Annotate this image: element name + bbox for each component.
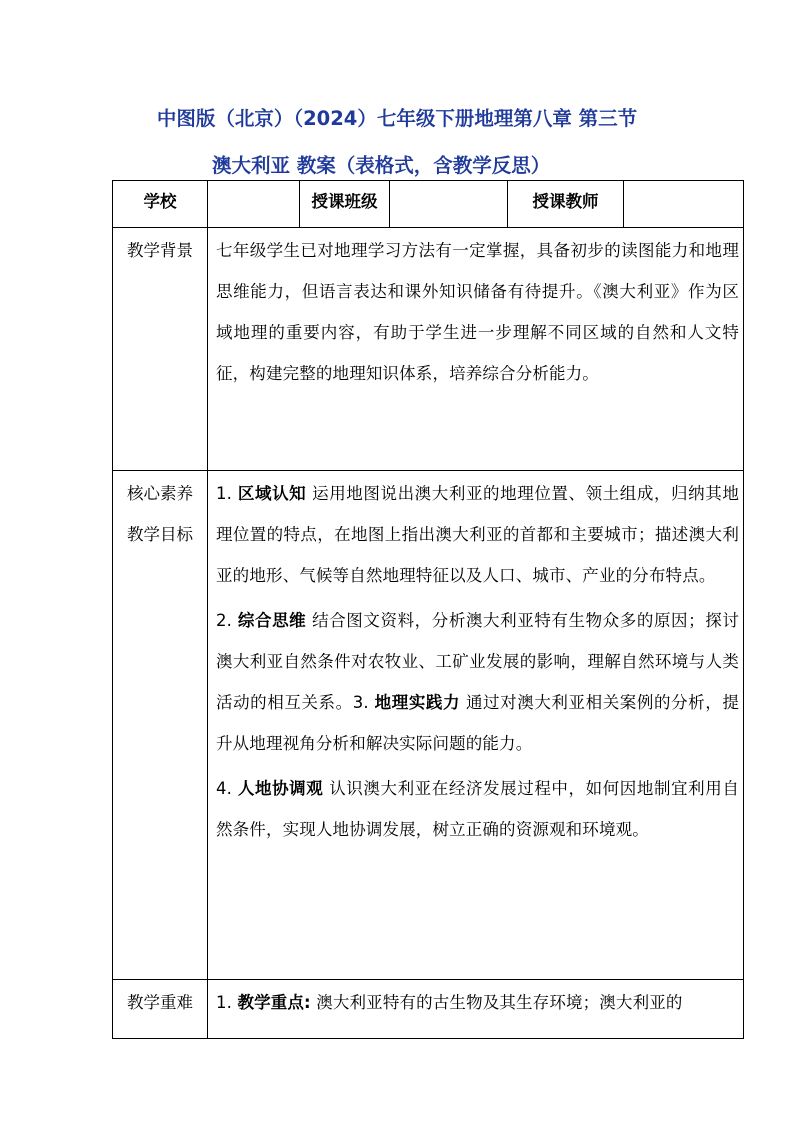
header-row: [113, 181, 744, 228]
key-point-item-1: [216, 982, 739, 1023]
goal-3-heading: 地理实践力: [374, 693, 461, 712]
key-point-heading: 教学重点:: [237, 993, 311, 1012]
goals-label-line2: 教学目标: [127, 525, 193, 544]
goals-content: [208, 471, 744, 980]
teacher-value-cell[interactable]: [624, 181, 744, 228]
goal-2-text: 结合图文资料，分析澳大利亚特有生物众多的原因；探讨澳大利亚自然条件对农牧业、工矿业发展的影响，理解自然环境与人类活动的相互关系。: [216, 611, 739, 712]
goal-2-heading: 综合思维: [237, 611, 307, 630]
key-point-text: 澳大利亚特有的古生物及其生存环境；澳大利亚的: [316, 993, 683, 1012]
class-label: 授课班级: [300, 181, 390, 228]
key-points-label: 教学重难: [113, 980, 208, 1039]
goal-2-number: 2.: [216, 611, 233, 630]
goal-3-text: 通过对澳大利亚相关案例的分析，提升从地理视角分析和解决实际问题的能力。: [216, 693, 739, 753]
goal-4-number: 4.: [216, 779, 233, 798]
goals-label-line1: 核心素养: [127, 484, 193, 503]
key-points-content: [208, 980, 744, 1039]
goal-4-heading: 人地协调观: [237, 779, 324, 798]
goal-4-text: 认识澳大利亚在经济发展过程中，如何因地制宜利用自然条件，实现人地协调发展，树立正确的资源观和环境观。: [216, 779, 739, 839]
background-content: [208, 228, 744, 471]
goal-3-number: 3.: [352, 693, 369, 712]
school-value-cell[interactable]: [208, 181, 300, 228]
lesson-plan-table: [112, 180, 744, 1039]
goal-1-number: 1.: [216, 484, 233, 503]
goal-item-2: [216, 600, 739, 764]
background-row: [113, 228, 744, 471]
background-text: 七年级学生已对地理学习方法有一定掌握，具备初步的读图能力和地理思维能力，但语言表达和课外知识储备有待提升。《澳大利亚》作为区域地理的重要内容，有助于学生进一步理解不同区域的自然和人文特征，构建完整的地理知识体系，培养综合分析能力。: [216, 241, 739, 383]
school-label: 学校: [113, 181, 208, 228]
goals-label: [113, 471, 208, 980]
class-value-cell[interactable]: [390, 181, 508, 228]
background-label: 教学背景: [113, 228, 208, 471]
goals-row: [113, 471, 744, 980]
key-point-number: 1.: [216, 993, 233, 1012]
goal-item-1: [216, 473, 739, 596]
document-title-line1: 中图版（北京）（2024）七年级下册地理第八章 第三节: [156, 107, 638, 130]
key-points-row: [113, 980, 744, 1039]
teacher-label: 授课教师: [508, 181, 624, 228]
goal-item-4: [216, 768, 739, 850]
document-title-line2: 澳大利亚 教案（表格式，含教学反思）: [212, 154, 551, 177]
goal-1-heading: 区域认知: [237, 484, 307, 503]
goal-1-text: 运用地图说出澳大利亚的地理位置、领土组成，归纳其地理位置的特点，在地图上指出澳大利亚的首都和主要城市；描述澳大利亚的地形、气候等自然地理特征以及人口、城市、产业的分布特点。: [216, 484, 739, 585]
